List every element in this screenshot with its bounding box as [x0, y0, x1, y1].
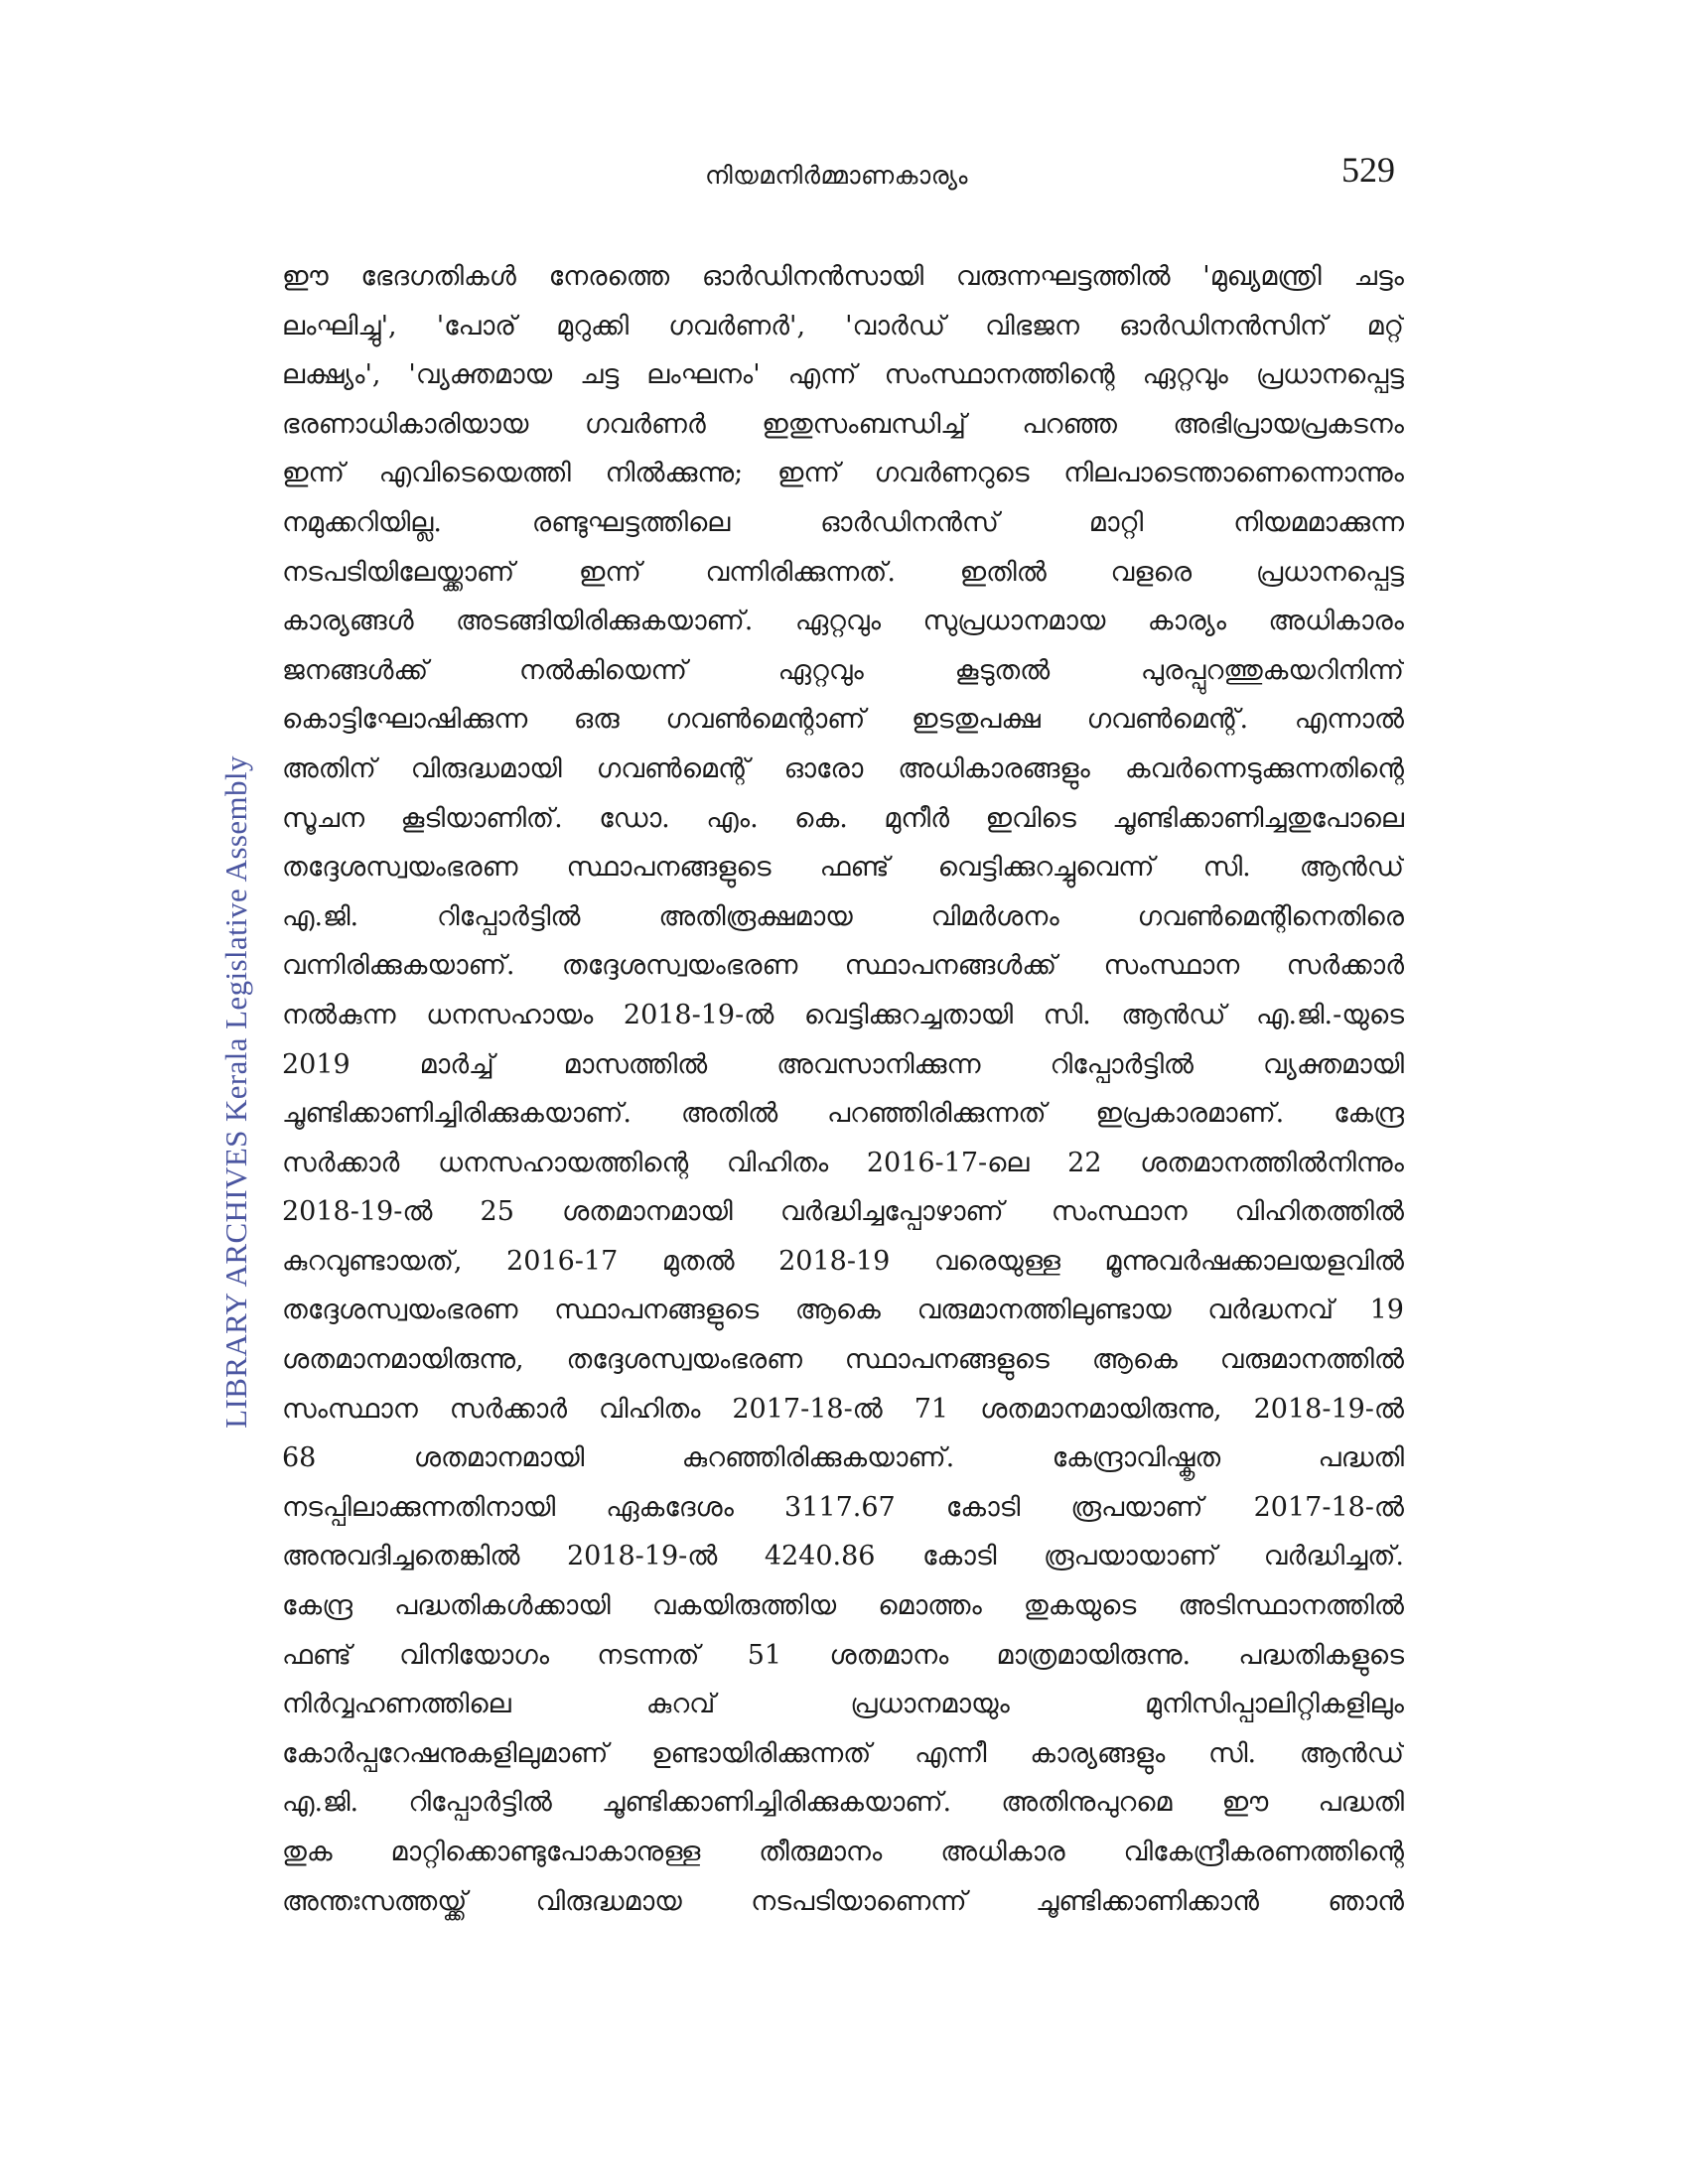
- archive-watermark: LIBRARY ARCHIVES Kerala Legislative Assembly: [218, 755, 253, 1429]
- text-line: അന്തഃസത്തയ്ക്ക് വിരുദ്ധമായ നടപടിയാണെന്ന് ചൂണ്ടിക്കാണിക്കാൻ ഞാൻ: [282, 1885, 1404, 1917]
- text-line: എ.ജി. റിപ്പോർട്ടിൽ ചൂണ്ടിക്കാണിച്ചിരിക്കുകയാണ്. അതിനുപുറമെ ഈ പദ്ധതി: [282, 1787, 1404, 1819]
- text-line: വന്നിരിക്കുകയാണ്. തദ്ദേശസ്വയംഭരണ സ്ഥാപനങ്ങൾക്ക് സംസ്ഥാന സർക്കാർ: [282, 950, 1404, 982]
- text-line: എ.ജി. റിപ്പോർട്ടിൽ അതിരൂക്ഷമായ വിമർശനം ഗവൺമെന്റിനെതിരെ: [282, 900, 1404, 932]
- text-line: 2018-19-ൽ 25 ശതമാനമായി വർദ്ധിച്ചപ്പോഴാണ് സംസ്ഥാന വിഹിതത്തിൽ: [282, 1196, 1404, 1228]
- text-line: നടപടിയിലേയ്ക്കാണ് ഇന്ന് വന്നിരിക്കുന്നത്. ഇതിൽ വളരെ പ്രധാനപ്പെട്ട: [282, 556, 1404, 588]
- text-line: നമുക്കറിയില്ല. രണ്ടുഘട്ടത്തിലെ ഓർഡിനൻസ് മാറ്റി നിയമമാക്കുന്ന: [282, 506, 1404, 538]
- text-line: തുക മാറ്റിക്കൊണ്ടുപോകാനുള്ള തീരുമാനം അധികാര വികേന്ദ്രീകരണത്തിന്റെ: [282, 1837, 1404, 1867]
- text-line: 2019 മാർച്ച് മാസത്തിൽ അവസാനിക്കുന്ന റിപ്പോർട്ടിൽ വ്യക്തമായി: [282, 1048, 1404, 1080]
- text-line: അതിന് വിരുദ്ധമായി ഗവൺമെന്റ് ഓരോ അധികാരങ്ങളും കവർന്നെടുക്കുന്നതിന്റെ: [282, 752, 1404, 784]
- text-line: കാര്യങ്ങൾ അടങ്ങിയിരിക്കുകയാണ്. ഏറ്റവും സുപ്രധാനമായ കാര്യം അധികാരം: [282, 606, 1404, 637]
- text-line: ജനങ്ങൾക്ക് നൽകിയെന്ന് ഏറ്റവും കൂടുതൽ പുരപ്പുറത്തുകയറിനിന്ന്: [282, 654, 1404, 686]
- text-line: നിർവ്വഹണത്തിലെ കുറവ് പ്രധാനമായും മുനിസിപ്പാലിറ്റികളിലും: [282, 1689, 1404, 1720]
- body-paragraph: [282, 252, 1404, 1926]
- text-line: നൽകുന്ന ധനസഹായം 2018-19-ൽ വെട്ടിക്കുറച്ചതായി സി. ആൻഡ് എ.ജി.-യുടെ: [282, 999, 1404, 1030]
- text-line: 68 ശതമാനമായി കുറഞ്ഞിരിക്കുകയാണ്. കേന്ദ്രാവിഷ്കൃത പദ്ധതി: [282, 1442, 1404, 1474]
- text-line: സംസ്ഥാന സർക്കാർ വിഹിതം 2017-18-ൽ 71 ശതമാനമായിരുന്നു, 2018-19-ൽ: [282, 1393, 1404, 1425]
- text-line: ഇന്ന് എവിടെയെത്തി നിൽക്കുന്നു; ഇന്ന് ഗവർണറുടെ നിലപാടെന്താണെന്നൊന്നും: [282, 458, 1404, 489]
- text-line: സർക്കാർ ധനസഹായത്തിന്റെ വിഹിതം 2016-17-ലെ 22 ശതമാനത്തിൽനിന്നും: [282, 1147, 1404, 1178]
- text-line: കൊട്ടിഘോഷിക്കുന്ന ഒരു ഗവൺമെന്റാണ് ഇടതുപക്ഷ ഗവൺമെന്റ്. എന്നാൽ: [282, 704, 1404, 736]
- text-line: ഈ ഭേദഗതികൾ നേരത്തെ ഓർഡിനൻസായി വരുന്നഘട്ടത്തിൽ 'മുഖ്യമന്ത്രി ചട്ടം: [282, 261, 1404, 292]
- text-line: തദ്ദേശസ്വയംഭരണ സ്ഥാപനങ്ങളുടെ ആകെ വരുമാനത്തിലുണ്ടായ വർദ്ധനവ് 19: [282, 1295, 1404, 1326]
- text-line: ഫണ്ട് വിനിയോഗം നടന്നത് 51 ശതമാനം മാത്രമായിരുന്നു. പദ്ധതികളുടെ: [282, 1639, 1404, 1671]
- running-head: നിയമനിർമ്മാണകാര്യം: [705, 161, 968, 190]
- text-line: ലക്ഷ്യം', 'വ്യക്തമായ ചട്ട ലംഘനം' എന്ന് സംസ്ഥാനത്തിന്റെ ഏറ്റവും പ്രധാനപ്പെട്ട: [282, 359, 1404, 391]
- text-line: ശതമാനമായിരുന്നു, തദ്ദേശസ്വയംഭരണ സ്ഥാപനങ്ങളുടെ ആകെ വരുമാനത്തിൽ: [282, 1344, 1404, 1376]
- text-line: ലംഘിച്ചു', 'പോര് മുറുക്കി ഗവർണർ', 'വാർഡ് വിഭജന ഓർഡിനൻസിന് മറ്റ്: [282, 310, 1404, 341]
- text-line: ചൂണ്ടിക്കാണിച്ചിരിക്കുകയാണ്. അതിൽ പറഞ്ഞിരിക്കുന്നത് ഇപ്രകാരമാണ്. കേന്ദ്ര: [282, 1098, 1404, 1130]
- page-header: [278, 149, 1395, 199]
- text-line: കോർപ്പറേഷനുകളിലുമാണ് ഉണ്ടായിരിക്കുന്നത് എന്നീ കാര്യങ്ങളും സി. ആൻഡ്: [282, 1737, 1404, 1769]
- text-line: കേന്ദ്ര പദ്ധതികൾക്കായി വകയിരുത്തിയ മൊത്തം തുകയുടെ അടിസ്ഥാനത്തിൽ: [282, 1590, 1404, 1622]
- page-number: 529: [1341, 150, 1395, 190]
- text-line: നടപ്പിലാക്കുന്നതിനായി ഏകദേശം 3117.67 കോടി രൂപയാണ് 2017-18-ൽ: [282, 1491, 1404, 1523]
- text-line: സൂചന കൂടിയാണിത്. ഡോ. എം. കെ. മുനീർ ഇവിടെ ചൂണ്ടിക്കാണിച്ചതുപോലെ: [282, 802, 1404, 834]
- text-line: ഭരണാധികാരിയായ ഗവർണർ ഇതുസംബന്ധിച്ച് പറഞ്ഞ അഭിപ്രായപ്രകടനം: [282, 408, 1404, 440]
- text-line: അനുവദിച്ചതെങ്കിൽ 2018-19-ൽ 4240.86 കോടി രൂപയായാണ് വർദ്ധിച്ചത്.: [282, 1541, 1404, 1572]
- text-line: കുറവുണ്ടായത്, 2016-17 മുതൽ 2018-19 വരെയുള്ള മൂന്നുവർഷക്കാലയളവിൽ: [282, 1245, 1404, 1277]
- text-line: തദ്ദേശസ്വയംഭരണ സ്ഥാപനങ്ങളുടെ ഫണ്ട് വെട്ടിക്കുറച്ചുവെന്ന് സി. ആൻഡ്: [282, 852, 1404, 884]
